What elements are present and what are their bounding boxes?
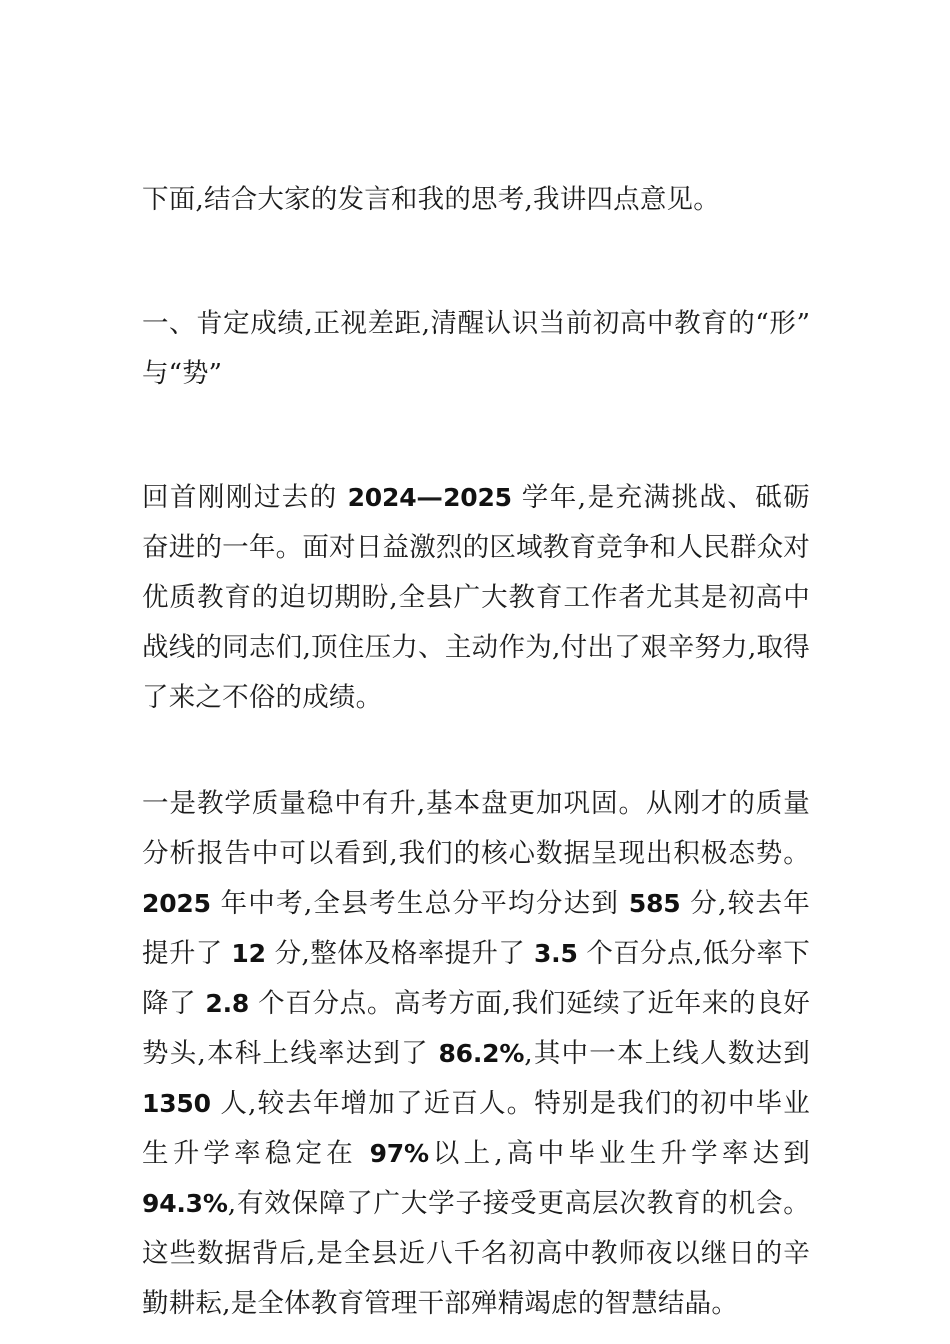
- paragraph-body-2: [142, 779, 810, 1329]
- inline-text: 分,较去年提升了: [142, 888, 810, 969]
- inline-text: 一是教学质量稳中有升,基本盘更加巩固。从刚才的质量分析报告中可以看到,我们的核心数据呈现出积极态势。: [142, 788, 810, 869]
- inline-number: 585: [628, 889, 681, 918]
- section-heading-1: 一、肯定成绩,正视差距,清醒认识当前初高中教育的“形”与“势”: [142, 308, 810, 389]
- inline-text: 个百分点,低分率下降了: [142, 938, 810, 1019]
- block-spacer: [142, 225, 810, 299]
- inline-text: 年中考,全县考生总分平均分达到: [210, 888, 629, 919]
- paragraph-intro: 下面,结合大家的发言和我的思考,我讲四点意见。: [142, 184, 720, 215]
- inline-text: 个百分点。高考方面,我们延续了近年来的良好势头,本科上线率达到了: [142, 988, 810, 1069]
- inline-number: 2025: [142, 889, 211, 918]
- inline-number: 3.5: [533, 939, 578, 968]
- inline-text: ,其中一本上线人数达到: [524, 1038, 811, 1069]
- inline-text: 分,整体及格率提升了: [265, 938, 534, 969]
- inline-em-dash: —: [416, 482, 444, 513]
- inline-number: 1350: [142, 1089, 211, 1118]
- inline-text: 回首刚刚过去的: [142, 482, 348, 513]
- inline-text: ,有效保障了广大学子接受更高层次教育的机会。这些数据背后,是全县近八千名初高中教师夜以继日的辛勤耕耘,是全体教育管理干部殚精竭虑的智慧结晶。: [142, 1188, 810, 1319]
- block-spacer: [142, 399, 810, 473]
- inline-number: 2025: [443, 483, 512, 512]
- inline-number: 12: [231, 939, 266, 968]
- document-body: [142, 175, 810, 1329]
- inline-number: 2.8: [205, 989, 250, 1018]
- inline-text: 人,较去年增加了近百人。特别是我们的初中毕业生升学率稳定在: [142, 1088, 810, 1169]
- block-spacer: [142, 723, 810, 779]
- inline-text: 以上,高中毕业生升学率达到: [428, 1138, 810, 1169]
- paragraph-body-1: [142, 473, 810, 723]
- inline-number: 94.3%: [142, 1189, 228, 1218]
- inline-text: 学年,是充满挑战、砥砺奋进的一年。面对日益激烈的区域教育竞争和人民群众对优质教育的迫切期盼,全县广大教育工作者尤其是初高中战线的同志们,顶住压力、主动作为,付出了艰辛努力,取得了来之不俗的成绩。: [142, 482, 810, 713]
- inline-number: 2024: [347, 483, 417, 512]
- inline-number: 86.2%: [438, 1039, 525, 1068]
- inline-number: 97%: [369, 1139, 429, 1168]
